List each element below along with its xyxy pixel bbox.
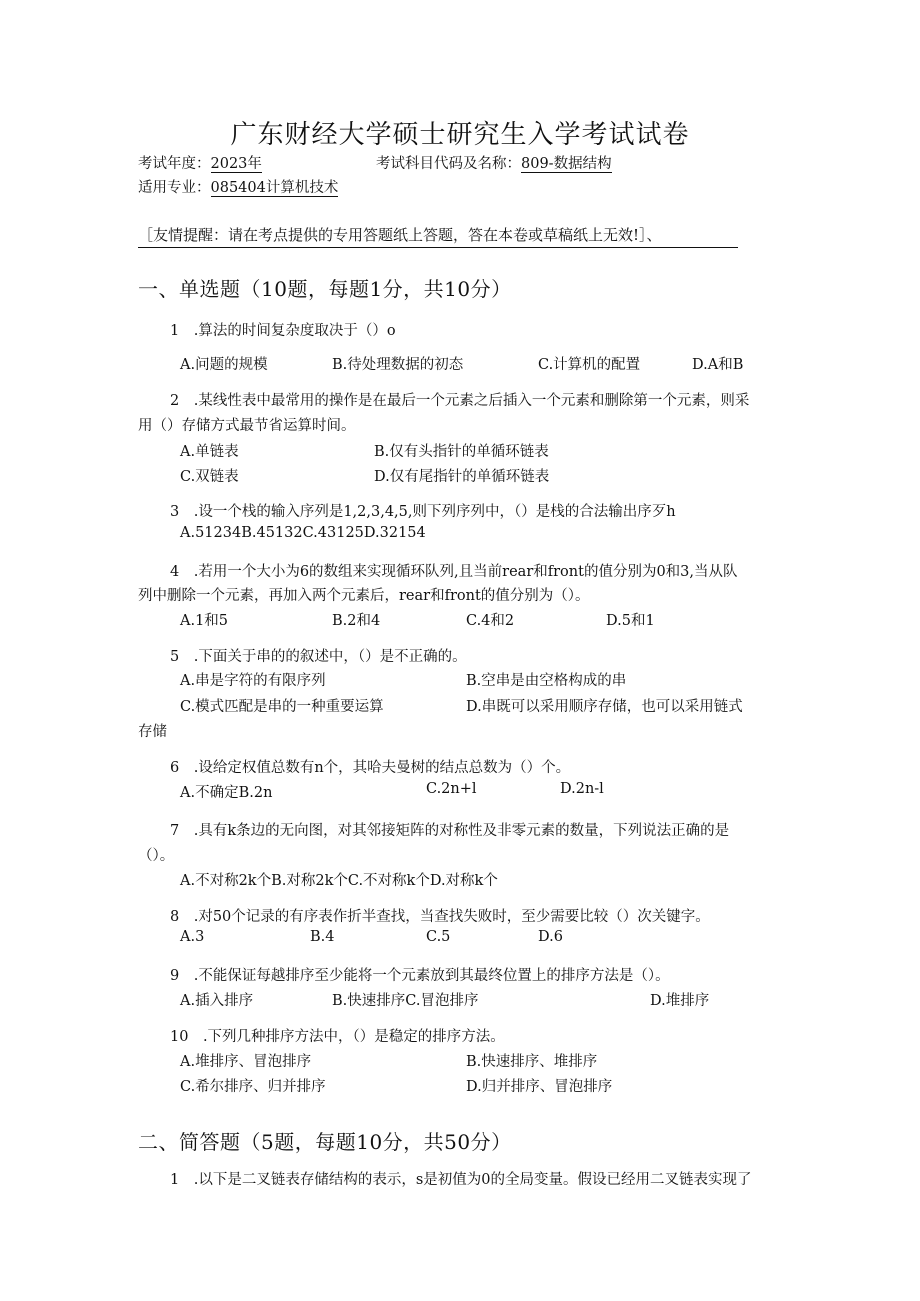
subject-label: 考试科目代码及名称：: [376, 156, 521, 172]
q3-options: A.51234B.45132C.43125D.32154: [180, 525, 426, 541]
question-1: 1 .算法的时间复杂度取决于（）o: [170, 323, 396, 339]
question-4-cont: 列中删除一个元素，再加入两个元素后，rear和front的值分别为（）。: [138, 588, 590, 604]
q5-option-d: D.串既可以采用顺序存储，也可以采用链式: [466, 699, 743, 715]
exam-year: [138, 152, 262, 173]
exam-subject: [376, 152, 612, 173]
question-6: 6 .设给定权值总数有n个，其哈夫曼树的结点总数为（）个。: [170, 760, 571, 776]
q2-option-c: C.双链表: [180, 469, 239, 485]
q1-option-b: B.待处理数据的初态: [332, 357, 464, 373]
q10-option-a: A.堆排序、冒泡排序: [180, 1054, 312, 1070]
q4-option-b: B.2和4: [332, 613, 381, 629]
question-5: 5 .下面关于串的的叙述中，（）是不正确的。: [170, 649, 467, 665]
q1-option-c: C.计算机的配置: [538, 357, 641, 373]
section2-question-1: 1 .以下是二叉链表存储结构的表示，s是初值为0的全局变量。假设已经用二叉链表实现了: [170, 1172, 752, 1188]
q7-options: A.不对称2k个B.对称2k个C.不对称k个D.对称k个: [180, 873, 498, 889]
q9-option-bc: B.快速排序C.冒泡排序: [332, 993, 479, 1009]
q5-option-b: B.空串是由空格构成的串: [466, 673, 627, 689]
question-2: 2 .某线性表中最常用的操作是在最后一个元素之后插入一个元素和删除第一个元素，则采: [170, 393, 750, 409]
q2-option-b: B.仅有头指针的单循环链表: [374, 444, 549, 460]
q8-option-a: A.3: [180, 929, 205, 945]
question-7: 7 .具有k条边的无向图，对其邻接矩阵的对称性及非零元素的数量，下列说法正确的是: [170, 823, 730, 839]
section2-heading: 二、简答题（5题，每题10分，共50分）: [138, 1130, 512, 1154]
major-value: 085404计算机技术: [210, 180, 339, 196]
q2-option-a: A.单链表: [180, 444, 239, 460]
question-7-cont: （）。: [138, 848, 175, 864]
question-2-cont: 用（）存储方式最节省运算时间。: [138, 418, 356, 434]
subject-value: 809-数据结构: [521, 156, 612, 172]
q5-option-c: C.模式匹配是串的一种重要运算: [180, 699, 384, 715]
q1-option-d: D.A和B: [692, 357, 744, 373]
exam-title: 广东财经大学硕士研究生入学考试试卷: [230, 120, 690, 150]
q4-option-a: A.1和5: [180, 613, 229, 629]
question-5-cont: 存储: [138, 724, 167, 740]
year-value: 2023年: [210, 156, 262, 172]
q8-option-b: B.4: [310, 929, 335, 945]
question-10: 10 .下列几种排序方法中，（）是稳定的排序方法。: [170, 1029, 505, 1045]
friendly-reminder: ［友情提醒：请在考点提供的专用答题纸上答题，答在本卷或草稿纸上无效!］、: [138, 224, 738, 248]
q5-option-a: A.串是字符的有限序列: [180, 673, 326, 689]
q10-option-c: C.希尔排序、归并排序: [180, 1079, 326, 1095]
q9-option-d: D.堆排序: [650, 993, 710, 1009]
year-label: 考试年度：: [138, 156, 211, 172]
q8-option-d: D.6: [538, 929, 563, 945]
exam-major: [138, 176, 338, 197]
question-4: 4 .若用一个大小为6的数组来实现循环队列,且当前rear和front的值分别为0和3,当从队: [170, 564, 738, 580]
q10-option-d: D.归并排序、冒泡排序: [466, 1079, 613, 1095]
question-3: 3 .设一个栈的输入序列是1,2,3,4,5,则下列序列中，（）是栈的合法输出序歹h: [170, 504, 676, 520]
q6-option-d: D.2n-l: [560, 781, 604, 797]
q6-option-ab: A.不确定B.2n: [180, 785, 273, 801]
q4-option-d: D.5和1: [606, 613, 655, 629]
major-label: 适用专业：: [138, 180, 211, 196]
q9-option-a: A.插入排序: [180, 993, 254, 1009]
q4-option-c: C.4和2: [466, 613, 515, 629]
q6-option-c: C.2n+l: [426, 781, 477, 797]
question-8: 8 .对50个记录的有序表作折半查找，当查找失败时，至少需要比较（）次关键字。: [170, 909, 710, 925]
q1-option-a: A.问题的规模: [180, 357, 268, 373]
question-9: 9 .不能保证每越排序至少能将一个元素放到其最终位置上的排序方法是（）。: [170, 968, 670, 984]
q8-option-c: C.5: [426, 929, 451, 945]
section1-heading: 一、单选题（10题，每题1分，共10分）: [138, 277, 512, 301]
q2-option-d: D.仅有尾指针的单循环链表: [374, 469, 550, 485]
q10-option-b: B.快速排序、堆排序: [466, 1054, 598, 1070]
